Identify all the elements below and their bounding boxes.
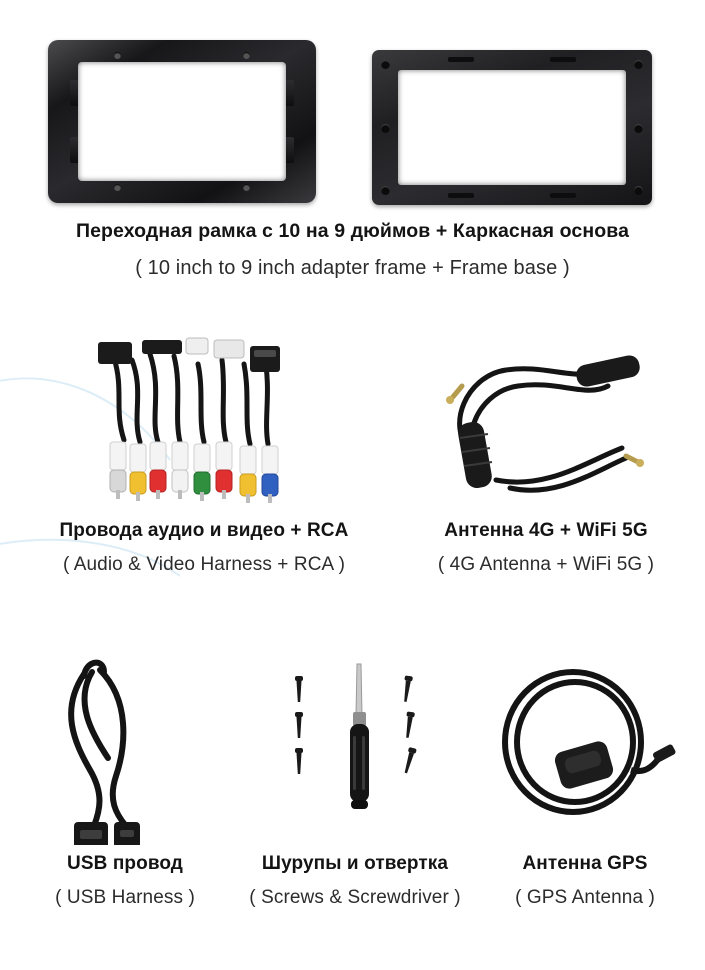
screws-screwdriver-caption <box>232 852 478 910</box>
harness-illustration <box>54 330 354 510</box>
item-screws-screwdriver <box>232 650 478 910</box>
antenna-4g-wifi-title-ru: Антенна 4G + WiFi 5G <box>444 520 648 541</box>
usb-harness-art <box>20 650 230 850</box>
antenna-4g-wifi-art <box>396 330 696 515</box>
gps-antenna-title-ru: Антенна GPS <box>522 853 648 874</box>
item-adapter-frame <box>0 18 705 288</box>
antenna-illustration <box>426 330 666 510</box>
usb-harness-title-en: ( USB Harness ) <box>55 886 195 908</box>
gps-antenna-title-en: ( GPS Antenna ) <box>515 886 655 908</box>
gps-antenna-caption <box>480 852 690 910</box>
gps-antenna-art <box>480 650 690 850</box>
adapter-frame-title-en: ( 10 inch to 9 inch adapter frame + Frame base ) <box>135 257 570 280</box>
item-usb-harness <box>20 650 230 910</box>
screws-screwdriver-title-en: ( Screws & Screwdriver ) <box>249 886 461 908</box>
adapter-frame-art <box>0 18 705 203</box>
usb-harness-caption <box>20 852 230 910</box>
audio-video-harness-caption <box>14 519 394 577</box>
screws-screwdriver-art <box>232 650 478 850</box>
audio-video-harness-title-ru: Провода аудио и видео + RCA <box>59 520 349 541</box>
audio-video-harness-art <box>14 330 394 515</box>
matte-frame-base <box>372 50 652 205</box>
item-gps-antenna <box>480 650 690 910</box>
antenna-4g-wifi-title-en: ( 4G Antenna + WiFi 5G ) <box>437 553 655 575</box>
adapter-frame-caption <box>0 219 705 281</box>
adapter-frame-title-ru: Переходная рамка с 10 на 9 дюймов + Каркасная основа <box>75 220 630 242</box>
screwdriver-illustration <box>245 650 465 845</box>
screws-screwdriver-title-ru: Шурупы и отвертка <box>261 853 449 874</box>
gps-antenna-illustration <box>485 650 685 845</box>
usb-cable-illustration <box>30 650 220 845</box>
item-antenna-4g-wifi <box>396 330 696 577</box>
audio-video-harness-title-en: ( Audio & Video Harness + RCA ) <box>62 553 346 575</box>
item-audio-video-harness <box>14 330 394 577</box>
usb-harness-title-ru: USB провод <box>67 853 183 874</box>
glossy-adapter-frame <box>48 40 316 203</box>
antenna-4g-wifi-caption <box>396 519 696 577</box>
